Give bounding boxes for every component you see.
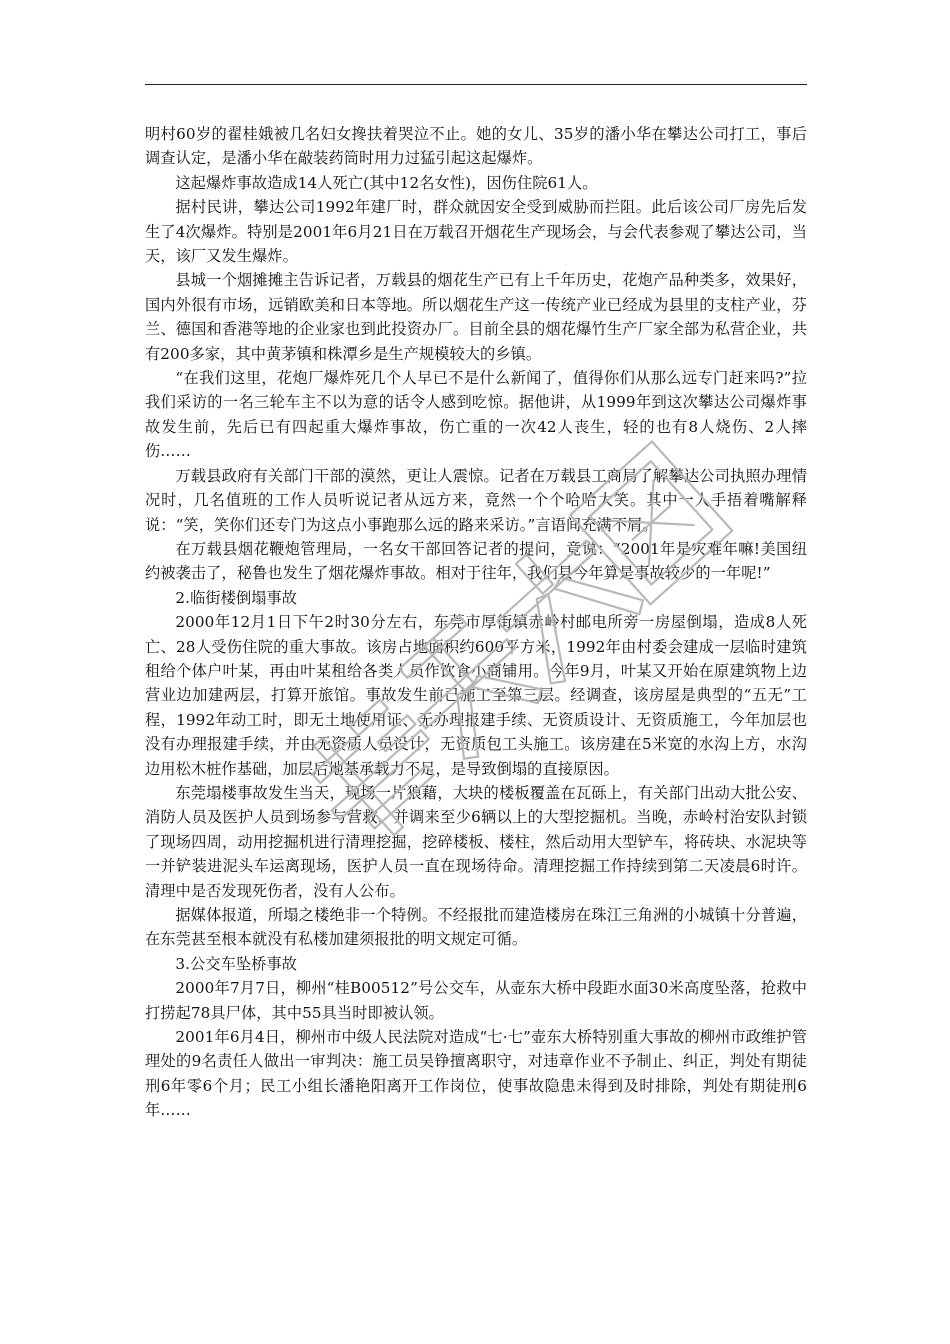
section-heading-3: 3.公交车坠桥事故 xyxy=(175,954,298,973)
section-heading-2: 2.临街楼倒塌事故 xyxy=(175,588,298,607)
header-rule xyxy=(145,84,807,85)
paragraph-5: “在我们这里，花炮厂爆炸死几个人早已不是什么新闻了，值得你们从那么远专门赶来吗?”拉我们采访的一名三轮车主不以为意的话令人感到吃惊。据他讲，从1999年到这次攀达公司爆炸事故发生前，先后已有四起重大爆炸事故，伤亡重的一次42人丧生，轻的也有8人烧伤、2人摔伤…… xyxy=(145,369,807,461)
paragraph-7: 在万载县烟花鞭炮管理局，一名女干部回答记者的提问，竟说：“2001年是灾难年嘛!美国纽约被袭击了，秘鲁也发生了烟花爆炸事故。相对于往年，我们县今年算是事故较少的一年呢!” xyxy=(145,539,807,583)
paragraph-4: 县城一个烟摊摊主告诉记者，万载县的烟花生产已有上千年历史，花炮产品种类多，效果好，国内外很有市场，远销欧美和日本等地。所以烟花生产这一传统产业已经成为县里的支柱产业，芬兰、德国和香港等地的企业家也到此投资办厂。目前全县的烟花爆竹生产厂家全部为私营企业，共有200多家，其中黄茅镇和株潭乡是生产规模较大的乡镇。 xyxy=(145,271,807,363)
paragraph-12: 2001年6月4日，柳州市中级人民法院对造成“七·七”壶东大桥特别重大事故的柳州市政维护管理处的9名责任人做出一审判决：施工员吴铮擅离职守，对违章作业不予制止、纠正，判处有期徒刑6年零6个月；民工小组长潘艳阳离开工作岗位，使事故隐患未得到及时排除，判处有期徒刑6年…… xyxy=(145,1028,807,1120)
document-body xyxy=(145,122,807,1123)
paragraph-6: 万载县政府有关部门干部的漠然，更让人震惊。记者在万载县工商局了解攀达公司执照办理情况时，几名值班的工作人员听说记者从远方来，竟然一个个哈哈大笑。其中一人手捂着嘴解释说：“笑，笑你们还专门为这点小事跑那么远的路来采访。”言语间充满不屑。 xyxy=(145,466,807,534)
paragraph-11: 2000年7月7日，柳州“桂B00512”号公交车，从壶东大桥中段距水面30米高度坠落，抢救中打捞起78具尸体，其中55具当时即被认领。 xyxy=(145,979,807,1022)
paragraph-2: 这起爆炸事故造成14人死亡(其中12名女性)，因伤住院61人。 xyxy=(175,173,598,192)
paragraph-1: 明村60岁的翟桂娥被几名妇女搀扶着哭泣不止。她的女儿、35岁的潘小华在攀达公司打工，事后调查认定，是潘小华在敲装药筒时用力过猛引起这起爆炸。 xyxy=(145,125,807,168)
paragraph-9: 东莞塌楼事故发生当天，现场一片狼藉，大块的楼板覆盖在瓦砾上，有关部门出动大批公安、消防人员及医护人员到场参与营救，并调来至少6辆以上的大型挖掘机。当晚，赤岭村治安队封锁了现场四周，动用挖掘机进行清理挖掘，挖碎楼板、楼柱，然后动用大型铲车，将砖块、水泥块等一并铲装进泥头车运离现场，医护人员一直在现场待命。清理挖掘工作持续到第二天凌晨6时许。清理中是否发现死伤者，没有人公布。 xyxy=(145,783,807,900)
paragraph-3: 据村民讲，攀达公司1992年建厂时，群众就因安全受到威胁而拦阻。此后该公司厂房先后发生了4次爆炸。特别是2001年6月21日在万载召开烟花生产现场会，与会代表参观了攀达公司，当天，该厂又发生爆炸。 xyxy=(145,198,807,266)
paragraph-10: 据媒体报道，所塌之楼绝非一个特例。不经报批而建造楼房在珠江三角洲的小城镇十分普遍，在东莞甚至根本就没有私楼加建须报批的明文规定可循。 xyxy=(145,906,807,949)
paragraph-8: 2000年12月1日下午2时30分左右，东莞市厚街镇赤岭村邮电所旁一房屋倒塌，造成8人死亡、28人受伤住院的重大事故。该房占地面积约600平方米，1992年由村委会建成一层临时建筑租给个体户叶某，再由叶某租给各类人员作饮食小商铺用。今年9月，叶某又开始在原建筑物上边营业边加建两层，打算开旅馆。事故发生前已施工至第三层。经调查，该房屋是典型的“五无”工程，1992年动工时，即无土地使用证、无办理报建手续、无资质设计、无资质施工，今年加层也没有办理报建手续，并由无资质人员设计，无资质包工头施工。该房建在5米宽的水沟上方，水沟边用松木桩作基础，加层后地基承载力不足，是导致倒塌的直接原因。 xyxy=(145,613,807,778)
